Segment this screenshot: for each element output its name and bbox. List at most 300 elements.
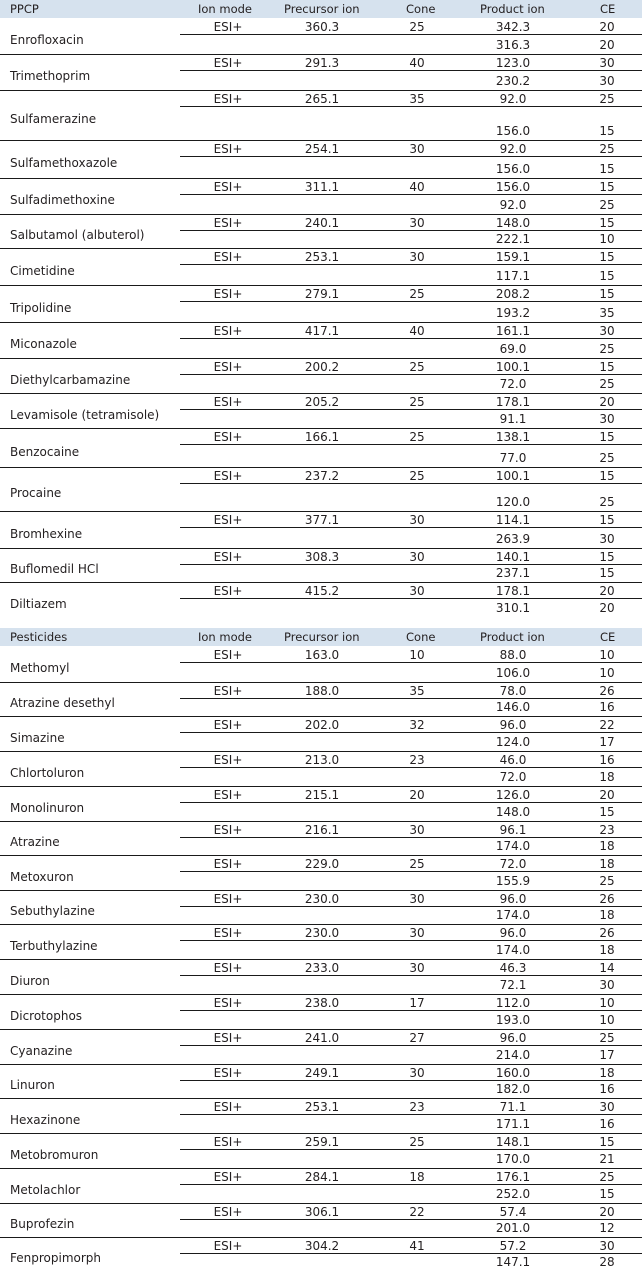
ion-mode: ESI+: [213, 892, 243, 906]
sub-row-divider: [180, 1184, 642, 1185]
compound-name: Diuron: [10, 974, 50, 988]
precursor-ion: 377.1: [304, 513, 340, 527]
ion-mode: ESI+: [213, 142, 243, 156]
ion-mode: ESI+: [213, 1205, 243, 1219]
product-ion: 78.0: [499, 684, 527, 698]
collision-energy: 25: [599, 198, 615, 212]
product-ion: 140.1: [495, 550, 531, 564]
collision-energy: 14: [599, 961, 615, 975]
table-row: [0, 821, 642, 855]
precursor-ion: 304.2: [304, 1239, 340, 1253]
table-row: [0, 285, 642, 322]
product-ion: 124.0: [495, 735, 531, 749]
precursor-ion: 249.1: [304, 1066, 340, 1080]
ion-mode: ESI+: [213, 92, 243, 106]
collision-energy: 20: [599, 395, 615, 409]
compound-name: Monolinuron: [10, 801, 85, 815]
cone-voltage: 22: [409, 1205, 425, 1219]
table-row: [0, 140, 642, 178]
cone-voltage: 25: [409, 469, 425, 483]
sub-row-divider: [180, 975, 642, 976]
collision-energy: 15: [599, 1187, 615, 1201]
collision-energy: 21: [599, 1152, 615, 1166]
precursor-ion: 360.3: [304, 20, 340, 34]
precursor-ion: 253.1: [304, 250, 340, 264]
ion-mode: ESI+: [213, 857, 243, 871]
ion-mode: ESI+: [213, 20, 243, 34]
precursor-ion: 230.0: [304, 926, 340, 940]
compound-name: Linuron: [10, 1078, 55, 1092]
cone-voltage: 30: [409, 892, 425, 906]
ion-mode: ESI+: [213, 1135, 243, 1149]
compound-name: Buprofezin: [10, 1217, 75, 1231]
product-ion: 77.0: [499, 451, 527, 465]
sub-row-divider: [180, 70, 642, 71]
collision-energy: 28: [599, 1255, 615, 1269]
product-ion: 120.0: [495, 495, 531, 509]
compound-name: Cimetidine: [10, 264, 75, 278]
product-ion: 100.1: [495, 469, 531, 483]
precursor-ion: 279.1: [304, 287, 340, 301]
precursor-ion: 202.0: [304, 718, 340, 732]
table-row: [0, 358, 642, 393]
collision-energy: 15: [599, 216, 615, 230]
table-row: [0, 855, 642, 890]
precursor-ion: 163.0: [304, 648, 340, 662]
compound-name: Benzocaine: [10, 445, 80, 459]
header-ce: CE: [600, 630, 616, 644]
collision-energy: 15: [599, 180, 615, 194]
sub-row-divider: [180, 483, 642, 484]
precursor-ion: 216.1: [304, 823, 340, 837]
cone-voltage: 40: [409, 324, 425, 338]
precursor-ion: 229.0: [304, 857, 340, 871]
collision-energy: 15: [599, 287, 615, 301]
cone-voltage: 25: [409, 20, 425, 34]
product-ion: 112.0: [495, 996, 531, 1010]
pesticides-table: [0, 628, 642, 1280]
table-row: [0, 1064, 642, 1098]
ion-mode: ESI+: [213, 1100, 243, 1114]
collision-energy: 10: [599, 232, 615, 246]
cone-voltage: 30: [409, 823, 425, 837]
product-ion: 170.0: [495, 1152, 531, 1166]
collision-energy: 18: [599, 908, 615, 922]
sub-row-divider: [180, 767, 642, 768]
product-ion: 222.1: [495, 232, 531, 246]
collision-energy: 20: [599, 1205, 615, 1219]
compound-name: Metobromuron: [10, 1148, 99, 1162]
ion-mode: ESI+: [213, 584, 243, 598]
cone-voltage: 35: [409, 684, 425, 698]
product-ion: 156.0: [495, 124, 531, 138]
collision-energy: 25: [599, 92, 615, 106]
precursor-ion: 230.0: [304, 892, 340, 906]
precursor-ion: 215.1: [304, 788, 340, 802]
ion-mode: ESI+: [213, 823, 243, 837]
sub-row-divider: [180, 1219, 642, 1220]
ion-mode: ESI+: [213, 1239, 243, 1253]
compound-name: Diethylcarbamazine: [10, 373, 131, 387]
sub-row-divider: [180, 106, 642, 107]
cone-voltage: 30: [409, 550, 425, 564]
collision-energy: 10: [599, 1013, 615, 1027]
product-ion: 155.9: [495, 874, 531, 888]
cone-voltage: 30: [409, 513, 425, 527]
collision-energy: 18: [599, 770, 615, 784]
product-ion: 208.2: [495, 287, 531, 301]
precursor-ion: 213.0: [304, 753, 340, 767]
sub-row-divider: [180, 1149, 642, 1150]
product-ion: 182.0: [495, 1082, 531, 1096]
compound-name: Trimethoprim: [10, 69, 91, 83]
precursor-ion: 238.0: [304, 996, 340, 1010]
collision-energy: 25: [599, 142, 615, 156]
cone-voltage: 17: [409, 996, 425, 1010]
cone-voltage: 25: [409, 287, 425, 301]
product-ion: 57.2: [499, 1239, 527, 1253]
ion-mode: ESI+: [213, 648, 243, 662]
cone-voltage: 41: [409, 1239, 425, 1253]
table-row: [0, 582, 642, 617]
precursor-ion: 284.1: [304, 1170, 340, 1184]
sub-row-divider: [180, 837, 642, 838]
collision-energy: 25: [599, 342, 615, 356]
header-product-ion: Product ion: [480, 630, 545, 644]
collision-energy: 20: [599, 601, 615, 615]
collision-energy: 15: [599, 269, 615, 283]
ion-mode: ESI+: [213, 550, 243, 564]
collision-energy: 16: [599, 700, 615, 714]
ion-mode: ESI+: [213, 430, 243, 444]
precursor-ion: 253.1: [304, 1100, 340, 1114]
collision-energy: 30: [599, 978, 615, 992]
compound-name: Buflomedil HCl: [10, 562, 99, 576]
compound-name: Dicrotophos: [10, 1009, 83, 1023]
product-ion: 156.0: [495, 180, 531, 194]
collision-energy: 15: [599, 469, 615, 483]
precursor-ion: 166.1: [304, 430, 340, 444]
collision-energy: 15: [599, 124, 615, 138]
product-ion: 147.1: [495, 1255, 531, 1269]
table-row: [0, 1168, 642, 1203]
table-row: [0, 18, 642, 54]
product-ion: 72.0: [499, 377, 527, 391]
collision-energy: 15: [599, 162, 615, 176]
section-title: PPCP: [10, 2, 39, 16]
compound-name: Salbutamol (albuterol): [10, 228, 145, 242]
collision-energy: 30: [599, 324, 615, 338]
table-row: [0, 214, 642, 248]
collision-energy: 18: [599, 943, 615, 957]
product-ion: 160.0: [495, 1066, 531, 1080]
ion-mode: ESI+: [213, 56, 243, 70]
header-precursor-ion: Precursor ion: [284, 630, 360, 644]
sub-row-divider: [180, 301, 642, 302]
sub-row-divider: [180, 194, 642, 195]
cone-voltage: 30: [409, 216, 425, 230]
cone-voltage: 30: [409, 250, 425, 264]
collision-energy: 20: [599, 788, 615, 802]
product-ion: 72.1: [499, 978, 527, 992]
compound-name: Bromhexine: [10, 527, 83, 541]
table-row: [0, 890, 642, 924]
collision-energy: 17: [599, 735, 615, 749]
precursor-ion: 254.1: [304, 142, 340, 156]
cone-voltage: 25: [409, 1135, 425, 1149]
table-row: [0, 548, 642, 582]
product-ion: 159.1: [495, 250, 531, 264]
sub-row-divider: [180, 802, 642, 803]
ion-mode: ESI+: [213, 395, 243, 409]
sub-row-divider: [180, 527, 642, 528]
header-cone: Cone: [406, 630, 436, 644]
compound-name: Procaine: [10, 486, 62, 500]
ion-mode: ESI+: [213, 753, 243, 767]
ppcp-table: [0, 0, 642, 615]
precursor-ion: 311.1: [304, 180, 340, 194]
header-product-ion: Product ion: [480, 2, 545, 16]
ion-mode: ESI+: [213, 1066, 243, 1080]
header-precursor-ion: Precursor ion: [284, 2, 360, 16]
collision-energy: 23: [599, 823, 615, 837]
precursor-ion: 233.0: [304, 961, 340, 975]
sub-row-divider: [180, 409, 642, 410]
sub-row-divider: [180, 564, 642, 565]
collision-energy: 15: [599, 430, 615, 444]
compound-name: Tripolidine: [10, 301, 72, 315]
product-ion: 71.1: [499, 1100, 527, 1114]
collision-energy: 26: [599, 926, 615, 940]
collision-energy: 15: [599, 550, 615, 564]
product-ion: 123.0: [495, 56, 531, 70]
cone-voltage: 40: [409, 56, 425, 70]
product-ion: 176.1: [495, 1170, 531, 1184]
precursor-ion: 417.1: [304, 324, 340, 338]
product-ion: 100.1: [495, 360, 531, 374]
table-header: [0, 628, 642, 646]
header-ce: CE: [600, 2, 616, 16]
product-ion: 174.0: [495, 839, 531, 853]
cone-voltage: 30: [409, 961, 425, 975]
compound-name: Enrofloxacin: [10, 33, 84, 47]
precursor-ion: 308.3: [304, 550, 340, 564]
product-ion: 148.0: [495, 216, 531, 230]
table-row: [0, 716, 642, 751]
product-ion: 174.0: [495, 908, 531, 922]
sub-row-divider: [180, 34, 642, 35]
collision-energy: 26: [599, 892, 615, 906]
cone-voltage: 30: [409, 1066, 425, 1080]
collision-energy: 30: [599, 532, 615, 546]
compound-name: Diltiazem: [10, 597, 67, 611]
cone-voltage: 20: [409, 788, 425, 802]
precursor-ion: 259.1: [304, 1135, 340, 1149]
collision-energy: 30: [599, 74, 615, 88]
ion-mode: ESI+: [213, 216, 243, 230]
product-ion: 310.1: [495, 601, 531, 615]
precursor-ion: 241.0: [304, 1031, 340, 1045]
header-cone: Cone: [406, 2, 436, 16]
compound-name: Terbuthylazine: [10, 939, 98, 953]
product-ion: 114.1: [495, 513, 531, 527]
collision-energy: 20: [599, 38, 615, 52]
sub-row-divider: [180, 444, 642, 445]
product-ion: 161.1: [495, 324, 531, 338]
collision-energy: 10: [599, 996, 615, 1010]
collision-energy: 10: [599, 648, 615, 662]
cone-voltage: 27: [409, 1031, 425, 1045]
ion-mode: ESI+: [213, 324, 243, 338]
product-ion: 96.0: [499, 926, 527, 940]
compound-name: Metoxuron: [10, 870, 74, 884]
collision-energy: 25: [599, 874, 615, 888]
ion-mode: ESI+: [213, 1170, 243, 1184]
product-ion: 138.1: [495, 430, 531, 444]
cone-voltage: 30: [409, 926, 425, 940]
cone-voltage: 35: [409, 92, 425, 106]
collision-energy: 30: [599, 1239, 615, 1253]
compound-name: Fenpropimorph: [10, 1251, 102, 1265]
product-ion: 156.0: [495, 162, 531, 176]
table-row: [0, 1133, 642, 1168]
collision-energy: 18: [599, 839, 615, 853]
cone-voltage: 25: [409, 395, 425, 409]
sub-row-divider: [180, 662, 642, 663]
product-ion: 263.9: [495, 532, 531, 546]
product-ion: 92.0: [499, 92, 527, 106]
collision-energy: 20: [599, 20, 615, 34]
precursor-ion: 200.2: [304, 360, 340, 374]
product-ion: 91.1: [499, 412, 527, 426]
product-ion: 230.2: [495, 74, 531, 88]
product-ion: 193.0: [495, 1013, 531, 1027]
compound-name: Atrazine desethyl: [10, 696, 115, 710]
ion-mode: ESI+: [213, 788, 243, 802]
precursor-ion: 291.3: [304, 56, 340, 70]
ion-mode: ESI+: [213, 1031, 243, 1045]
product-ion: 72.0: [499, 770, 527, 784]
precursor-ion: 265.1: [304, 92, 340, 106]
collision-energy: 25: [599, 451, 615, 465]
collision-energy: 25: [599, 1170, 615, 1184]
sub-row-divider: [180, 156, 642, 157]
product-ion: 69.0: [499, 342, 527, 356]
collision-energy: 15: [599, 805, 615, 819]
sub-row-divider: [180, 940, 642, 941]
sub-row-divider: [180, 598, 642, 599]
collision-energy: 15: [599, 566, 615, 580]
table-row: [0, 322, 642, 358]
ion-mode: ESI+: [213, 684, 243, 698]
product-ion: 96.0: [499, 892, 527, 906]
cone-voltage: 10: [409, 648, 425, 662]
sub-row-divider: [180, 1253, 642, 1254]
table-row: [0, 178, 642, 214]
product-ion: 96.0: [499, 1031, 527, 1045]
compound-name: Metolachlor: [10, 1183, 81, 1197]
compound-name: Sulfamerazine: [10, 112, 97, 126]
collision-energy: 26: [599, 684, 615, 698]
collision-energy: 30: [599, 1100, 615, 1114]
ion-mode: ESI+: [213, 961, 243, 975]
table-row: [0, 248, 642, 285]
compound-name: Atrazine: [10, 835, 60, 849]
table-row: [0, 682, 642, 716]
table-row: [0, 428, 642, 467]
product-ion: 106.0: [495, 666, 531, 680]
precursor-ion: 188.0: [304, 684, 340, 698]
ion-mode: ESI+: [213, 180, 243, 194]
precursor-ion: 240.1: [304, 216, 340, 230]
collision-energy: 12: [599, 1221, 615, 1235]
collision-energy: 17: [599, 1048, 615, 1062]
ion-mode: ESI+: [213, 469, 243, 483]
collision-energy: 30: [599, 412, 615, 426]
product-ion: 171.1: [495, 1117, 531, 1131]
compound-name: Hexazinone: [10, 1113, 81, 1127]
cone-voltage: 32: [409, 718, 425, 732]
product-ion: 46.3: [499, 961, 527, 975]
collision-energy: 16: [599, 1117, 615, 1131]
collision-energy: 25: [599, 377, 615, 391]
ion-mode: ESI+: [213, 926, 243, 940]
collision-energy: 16: [599, 1082, 615, 1096]
cone-voltage: 30: [409, 584, 425, 598]
precursor-ion: 205.2: [304, 395, 340, 409]
collision-energy: 15: [599, 1135, 615, 1149]
table-row: [0, 1098, 642, 1133]
table-row: [0, 90, 642, 140]
table-row: [0, 511, 642, 548]
product-ion: 237.1: [495, 566, 531, 580]
collision-energy: 15: [599, 250, 615, 264]
cone-voltage: 23: [409, 1100, 425, 1114]
collision-energy: 25: [599, 1031, 615, 1045]
product-ion: 214.0: [495, 1048, 531, 1062]
table-row: [0, 1029, 642, 1064]
compound-name: Miconazole: [10, 337, 77, 351]
cone-voltage: 30: [409, 142, 425, 156]
product-ion: 174.0: [495, 943, 531, 957]
product-ion: 117.1: [495, 269, 531, 283]
product-ion: 96.1: [499, 823, 527, 837]
compound-name: Simazine: [10, 731, 65, 745]
sub-row-divider: [180, 230, 642, 231]
header-ion-mode: Ion mode: [198, 630, 252, 644]
table-row: [0, 786, 642, 821]
collision-energy: 18: [599, 857, 615, 871]
product-ion: 316.3: [495, 38, 531, 52]
compound-name: Sulfadimethoxine: [10, 193, 115, 207]
product-ion: 342.3: [495, 20, 531, 34]
sub-row-divider: [180, 264, 642, 265]
sub-row-divider: [180, 906, 642, 907]
product-ion: 57.4: [499, 1205, 527, 1219]
product-ion: 46.0: [499, 753, 527, 767]
ion-mode: ESI+: [213, 360, 243, 374]
sub-row-divider: [180, 1114, 642, 1115]
compound-name: Levamisole (tetramisole): [10, 408, 160, 422]
collision-energy: 20: [599, 584, 615, 598]
sub-row-divider: [180, 732, 642, 733]
cone-voltage: 25: [409, 430, 425, 444]
collision-energy: 22: [599, 718, 615, 732]
product-ion: 126.0: [495, 788, 531, 802]
sub-row-divider: [180, 1080, 642, 1081]
collision-energy: 25: [599, 495, 615, 509]
compound-name: Cyanazine: [10, 1044, 73, 1058]
